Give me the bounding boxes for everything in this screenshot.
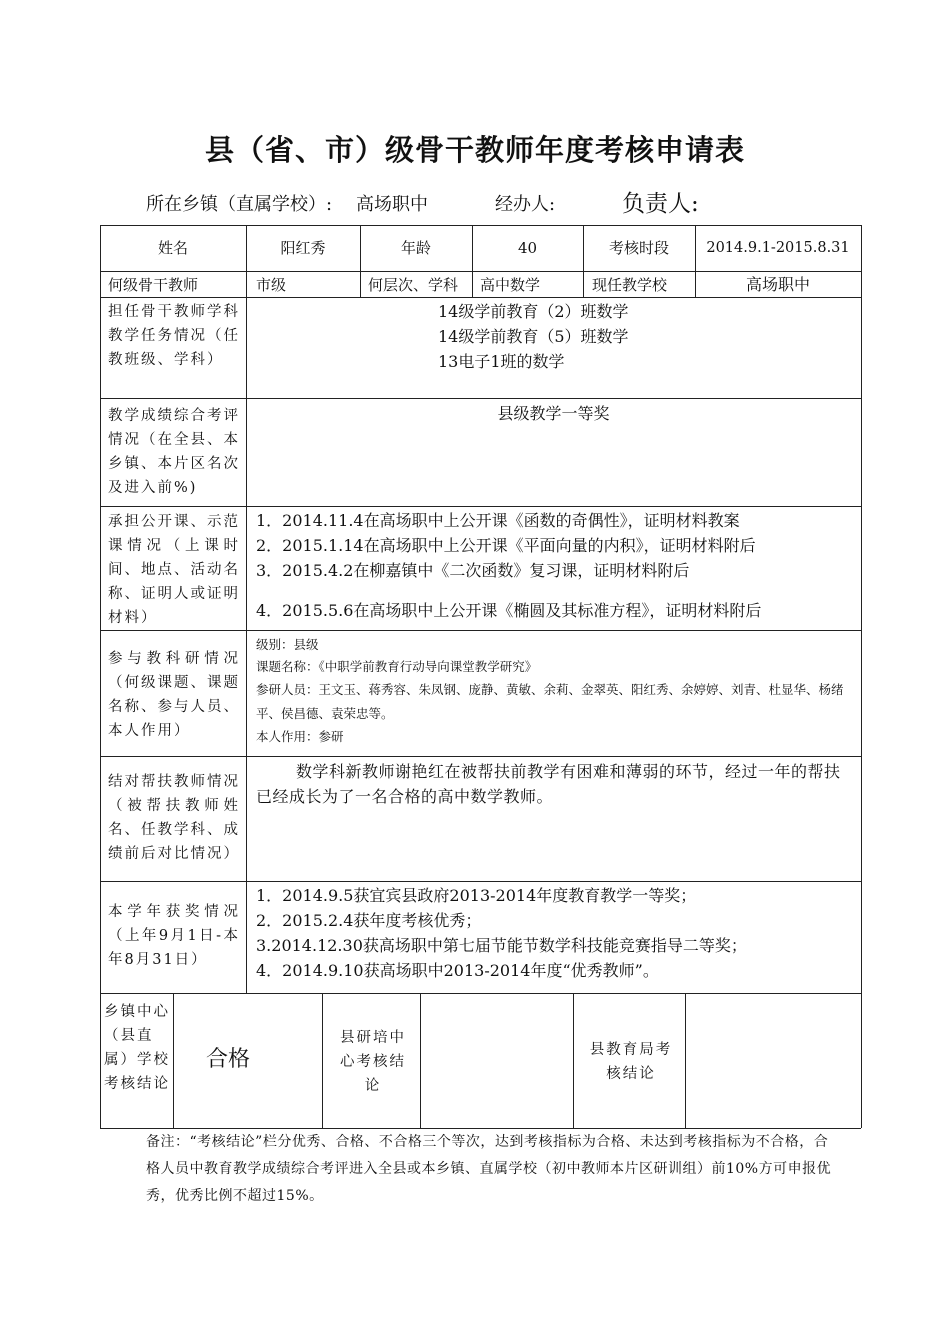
awards-label: 本学年获奖情况（上年9月1日-本年8月31日） xyxy=(108,904,240,968)
research-members: 参研人员：王文玉、蒋秀容、朱凤钢、庞静、黄敏、余莉、金翠英、阳红秀、余婷婷、刘青、杜显华、杨绪平、侯昌德、袁荣忠等。 xyxy=(256,682,844,721)
level-value: 市级 xyxy=(256,276,287,294)
list-item: 1．2014.11.4在高场职中上公开课《函数的奇偶性》，证明材料教案 xyxy=(256,511,740,530)
name-value: 阳红秀 xyxy=(280,239,326,257)
awards-list xyxy=(256,883,861,983)
mentoring-label: 结对帮扶教师情况（被帮扶教师姓名、任教学科、成绩前后对比情况） xyxy=(108,774,240,862)
town-conclusion-label: 乡镇中心（县直属）学校考核结论 xyxy=(104,1004,170,1092)
school-value: 高场职中 xyxy=(745,275,810,294)
period-value: 2014.9.1-2015.8.31 xyxy=(706,240,850,256)
age-label: 年龄 xyxy=(400,239,431,257)
lessons-label: 承担公开课、示范课情况（上课时间、地点、活动名称、证明人或证明材料） xyxy=(108,514,240,626)
results-value: 县级教学一等奖 xyxy=(497,404,610,423)
list-item: 3.2014.12.30获高场职中第七届节能节数学科技能竞赛指导二等奖； xyxy=(256,936,747,955)
research-level: 级别：县级 xyxy=(256,637,319,652)
list-item: 14级学前教育（2）班数学 xyxy=(438,302,629,321)
list-item: 4．2015.5.6在高场职中上公开课《椭圆及其标准方程》，证明材料附后 xyxy=(256,601,762,620)
town-conclusion-value: 合格 xyxy=(206,1047,251,1072)
mentoring-value: 数学科新教师谢艳红在被帮扶前教学有困难和薄弱的环节，经过一年的帮扶已经成长为了一名合格的高中数学教师。 xyxy=(256,762,841,806)
list-item: 2．2015.2.4获年度考核优秀； xyxy=(256,911,482,930)
results-label: 教学成绩综合考评情况（在全县、本乡镇、本片区名次及进入前%) xyxy=(108,408,240,496)
footnote: 备注：“考核结论”栏分优秀、合格、不合格三个等次，达到考核指标为合格、未达到考核指标为不合格，合格人员中教育教学成绩综合考评进入全县或本乡镇、直属学校（初中教师本片区研训组）前10%方可申报优秀，优秀比例不超过15%。 xyxy=(146,1134,832,1204)
town-label: 所在乡镇（直属学校）: xyxy=(146,194,333,215)
list-item: 13电子1班的数学 xyxy=(438,352,565,371)
subject-label: 何层次、学科 xyxy=(368,276,459,294)
level-label: 何级骨干教师 xyxy=(108,276,199,294)
research-label: 参与教科研情况（何级课题、课题名称、参与人员、本人作用） xyxy=(108,651,240,739)
age-value: 40 xyxy=(517,239,538,257)
town-value: 高场职中 xyxy=(356,194,428,215)
tasks-list xyxy=(438,299,858,374)
list-item: 2．2015.1.14在高场职中上公开课《平面向量的内积》，证明材料附后 xyxy=(256,536,756,555)
research-topic: 课题名称：《中职学前教育行动导向课堂教学研究》 xyxy=(256,659,538,674)
handler-label: 经办人: xyxy=(495,194,556,215)
tasks-label: 担任骨干教师学科教学任务情况（任教班级、学科） xyxy=(108,304,240,368)
name-label: 姓名 xyxy=(157,239,188,257)
list-item: 3．2015.4.2在柳嘉镇中《二次函数》复习课，证明材料附后 xyxy=(256,561,690,580)
subject-value: 高中数学 xyxy=(480,276,541,294)
period-label: 考核时段 xyxy=(608,239,669,257)
list-item: 1．2014.9.5获宜宾县政府2013-2014年度教育教学一等奖； xyxy=(256,886,697,905)
school-label: 现任教学校 xyxy=(592,276,668,294)
bureau-conclusion-label: 县教育局考核结论 xyxy=(589,1042,673,1082)
list-item: 14级学前教育（5）班数学 xyxy=(438,327,629,346)
leader-label: 负责人: xyxy=(622,191,699,217)
center-conclusion-label: 县研培中心考核结论 xyxy=(340,1030,406,1094)
lessons-list xyxy=(256,508,861,623)
research-details xyxy=(256,634,858,748)
form-title: 县（省、市）级骨干教师年度考核申请表 xyxy=(204,133,745,167)
research-role: 本人作用：参研 xyxy=(256,729,344,744)
list-item: 4．2014.9.10获高场职中2013-2014年度“优秀教师”。 xyxy=(256,961,659,980)
